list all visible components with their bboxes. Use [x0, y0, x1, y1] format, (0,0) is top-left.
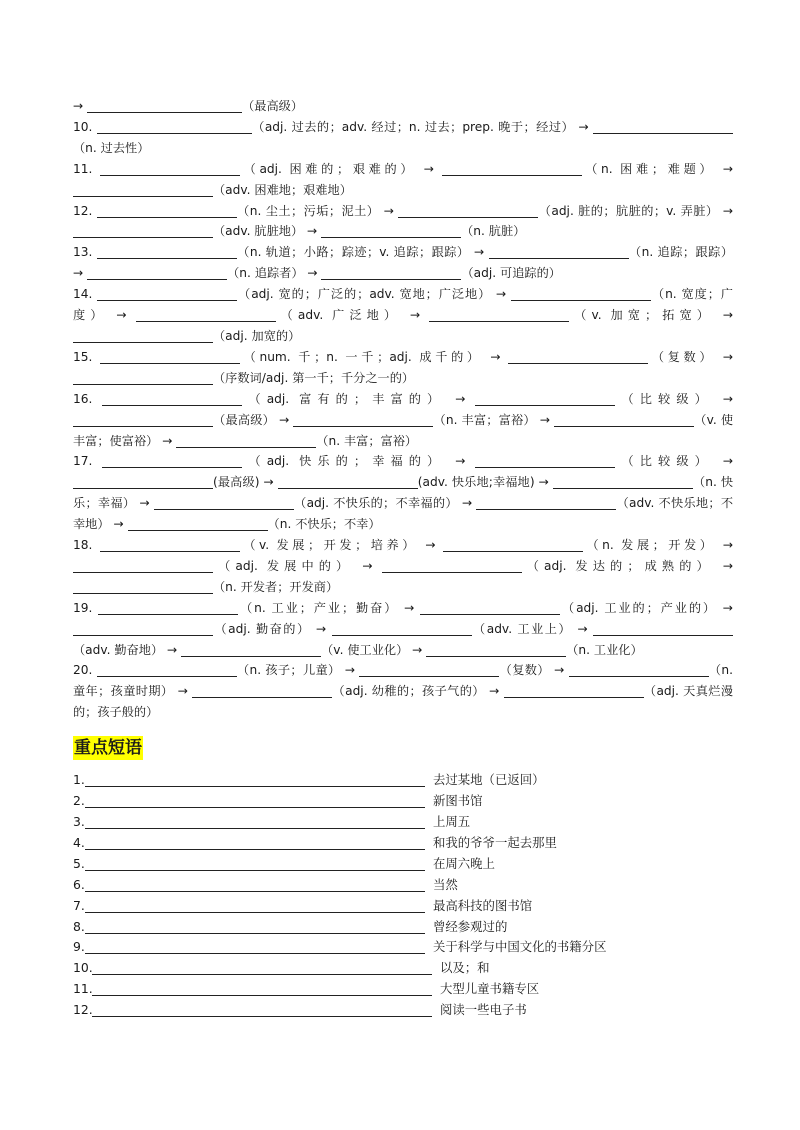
- word-forms-list: [73, 96, 733, 723]
- phrase-number: 5.: [73, 855, 85, 871]
- gloss: （n. 宽度；广度）: [73, 287, 733, 323]
- worksheet-page: [73, 96, 733, 1021]
- arrow: →: [722, 600, 734, 615]
- arrow: →: [722, 538, 734, 553]
- phrase-meaning: 上周五: [433, 814, 471, 829]
- gloss: （adj. 幼稚的；孩子气的）: [332, 684, 485, 699]
- phrase-number: 8.: [73, 918, 85, 934]
- arrow: →: [473, 245, 485, 260]
- arrow: →: [279, 412, 290, 427]
- answer-blank[interactable]: [426, 642, 566, 657]
- phrase-meaning: 和我的爷爷一起去那里: [433, 834, 557, 850]
- gloss: （n. 困难；难题）: [581, 161, 716, 176]
- answer-blank[interactable]: [398, 203, 538, 218]
- arrow: →: [177, 684, 188, 699]
- gloss: （v. 使丰富；使富裕）: [73, 412, 734, 448]
- phrase-item: [73, 875, 733, 896]
- answer-blank[interactable]: [442, 161, 582, 176]
- answer-blank[interactable]: [511, 286, 651, 301]
- phrase-answer-line[interactable]: [85, 898, 425, 913]
- answer-blank[interactable]: [359, 662, 499, 677]
- gloss: （adj. 困难的；艰难的）: [239, 161, 417, 176]
- gloss: （比较级）: [615, 454, 713, 469]
- phrase-number: 7.: [73, 897, 85, 913]
- entry-number: 11.: [73, 161, 93, 176]
- entry-number: 15.: [73, 349, 93, 364]
- gloss: （adj. 加宽的）: [213, 328, 301, 343]
- answer-blank[interactable]: [489, 244, 629, 259]
- arrow: →: [139, 496, 150, 511]
- gloss: （adj. 富有的；丰富的）: [242, 391, 446, 406]
- phrase-item: [73, 958, 733, 979]
- gloss: （n. 追踪；跟踪）: [628, 245, 734, 260]
- phrase-answer-line[interactable]: [92, 960, 432, 975]
- gloss: （n. 丰富；富裕）: [316, 433, 418, 448]
- phrase-answer-line[interactable]: [85, 835, 425, 850]
- phrase-number: 6.: [73, 876, 85, 892]
- entry-number: 14.: [73, 287, 93, 302]
- gloss: （n. 丰富；富裕）: [433, 412, 536, 427]
- word-entry-9-continued: [73, 96, 733, 117]
- phrase-meaning: 在周六晚上: [433, 855, 495, 871]
- phrase-number: 12.: [73, 1002, 93, 1018]
- arrow: →: [410, 308, 421, 323]
- answer-blank[interactable]: [97, 119, 252, 134]
- word-entry-14: [73, 284, 733, 347]
- gloss: （n. 肮脏）: [461, 224, 526, 239]
- phrase-answer-line[interactable]: [85, 877, 425, 892]
- arrow: →: [722, 558, 734, 573]
- arrow: →: [113, 517, 124, 532]
- entry-number: 12.: [73, 203, 93, 218]
- gloss: （最高级）: [242, 99, 304, 113]
- gloss: （n. 追踪者）: [227, 266, 304, 281]
- answer-blank[interactable]: [100, 537, 240, 552]
- gloss: （n. 发展；开发）: [582, 538, 716, 553]
- answer-blank[interactable]: [293, 412, 433, 427]
- arrow: →: [307, 224, 318, 239]
- arrow: →: [578, 119, 589, 134]
- answer-blank[interactable]: [420, 600, 560, 615]
- answer-blank[interactable]: [97, 286, 237, 301]
- phrase-meaning: 曾经参观过的: [433, 918, 508, 934]
- answer-blank[interactable]: [321, 223, 461, 238]
- answer-blank[interactable]: [73, 370, 213, 385]
- phrase-meaning: 以及；和: [440, 960, 490, 976]
- phrase-meaning: 大型儿童书籍专区: [440, 981, 540, 997]
- phrase-meaning: 新图书馆: [433, 793, 483, 809]
- answer-blank[interactable]: [504, 683, 644, 698]
- arrow: →: [539, 412, 551, 427]
- gloss: （adj. 可追踪的）: [461, 266, 561, 281]
- word-entry-11: [73, 159, 733, 201]
- gloss: （v. 发展；开发；培养）: [239, 538, 418, 553]
- answer-blank[interactable]: [128, 516, 268, 531]
- section-title: 重点短语: [74, 738, 142, 759]
- gloss: （v. 加宽；拓宽）: [569, 308, 714, 323]
- arrow: →: [344, 663, 356, 678]
- answer-blank[interactable]: [332, 621, 472, 636]
- phrase-number: 3.: [73, 814, 85, 829]
- phrase-item: [73, 937, 733, 958]
- gloss: （adv. 广泛地）: [275, 308, 402, 323]
- arrow: →: [404, 600, 415, 615]
- arrow: →: [461, 496, 473, 511]
- gloss: （最高级）: [213, 412, 276, 427]
- arrow: →: [383, 203, 394, 218]
- gloss: （n. 不快乐；不幸）: [267, 517, 381, 532]
- phrase-number: 11.: [73, 981, 93, 997]
- arrow: →: [423, 161, 434, 176]
- entry-number: 17.: [73, 454, 93, 469]
- phrase-number: 1.: [73, 772, 85, 788]
- gloss: （序数词/adj. 第一千；千分之一的）: [213, 370, 415, 385]
- word-entry-12: [73, 201, 733, 243]
- arrow: →: [496, 287, 507, 302]
- arrow: →: [412, 642, 423, 657]
- phrase-answer-line[interactable]: [85, 793, 425, 808]
- answer-blank[interactable]: [593, 119, 733, 134]
- phrase-meaning: 阅读一些电子书: [440, 1002, 527, 1018]
- arrow: →: [316, 621, 327, 636]
- arrow: →: [489, 684, 500, 699]
- gloss: （n. 过去性）: [73, 140, 150, 155]
- gloss: （n. 轨道；小路；踪迹；v. 追踪；跟踪）: [236, 245, 470, 260]
- gloss: （adj. 过去的；adv. 经过；n. 过去；prep. 晚于；经过）: [251, 119, 575, 134]
- arrow: →: [722, 391, 734, 406]
- arrow: →: [490, 349, 501, 364]
- answer-blank[interactable]: [73, 474, 213, 489]
- word-entry-16: [73, 389, 733, 452]
- entry-number: 20.: [73, 663, 93, 678]
- arrow: →: [455, 454, 466, 469]
- key-phrases-list: [73, 770, 733, 1021]
- answer-blank[interactable]: [443, 537, 583, 552]
- word-entry-19: [73, 598, 733, 661]
- arrow: →: [554, 663, 565, 678]
- answer-blank[interactable]: [102, 453, 242, 468]
- answer-blank[interactable]: [73, 558, 213, 573]
- gloss: （n. 工业；产业；勤奋）: [238, 600, 399, 615]
- gloss: (最高级): [213, 475, 260, 490]
- gloss: （adv. 工业上）: [471, 621, 573, 636]
- phrase-answer-line[interactable]: [85, 939, 425, 954]
- gloss: （adv. 勤奋地）: [73, 642, 164, 657]
- answer-blank[interactable]: [102, 391, 242, 406]
- answer-blank[interactable]: [475, 453, 615, 468]
- gloss: （v. 使工业化）: [321, 642, 409, 657]
- gloss: （adj. 天真烂漫的；孩子般的）: [73, 684, 734, 720]
- phrase-number: 2.: [73, 793, 85, 809]
- gloss: （adj. 宽的；广泛的；adv. 宽地；广泛地）: [237, 287, 492, 302]
- word-entry-17: [73, 451, 733, 535]
- word-entry-18: [73, 535, 733, 598]
- answer-blank[interactable]: [476, 495, 616, 510]
- entry-number: 10.: [73, 119, 93, 134]
- answer-blank[interactable]: [192, 683, 332, 698]
- phrase-item: [73, 917, 733, 938]
- answer-blank[interactable]: [508, 349, 648, 364]
- gloss: （adv. 肮脏地）: [213, 224, 304, 239]
- phrase-number: 9.: [73, 939, 85, 955]
- answer-blank[interactable]: [73, 579, 213, 594]
- answer-blank[interactable]: [73, 621, 213, 636]
- answer-blank[interactable]: [593, 621, 733, 636]
- phrase-answer-line[interactable]: [85, 814, 425, 829]
- gloss: （复数）: [499, 663, 550, 678]
- phrase-item: [73, 854, 733, 875]
- phrase-item: [73, 770, 733, 791]
- answer-blank[interactable]: [97, 244, 237, 259]
- phrase-item: [73, 979, 733, 1000]
- answer-blank[interactable]: [73, 328, 213, 343]
- answer-blank[interactable]: [321, 265, 461, 280]
- answer-blank[interactable]: [98, 600, 238, 615]
- entry-number: 19.: [73, 600, 93, 615]
- answer-blank[interactable]: [176, 433, 316, 448]
- entry-number: 18.: [73, 538, 93, 553]
- arrow: →: [722, 349, 734, 364]
- answer-blank[interactable]: [154, 495, 294, 510]
- phrase-answer-line[interactable]: [92, 1002, 432, 1017]
- answer-blank[interactable]: [475, 391, 615, 406]
- arrow: →: [538, 475, 549, 490]
- word-entry-13: [73, 242, 733, 284]
- gloss: （比较级）: [615, 391, 713, 406]
- gloss: （n. 快乐；幸福）: [73, 475, 734, 511]
- word-entry-10: [73, 117, 733, 159]
- phrase-item: [73, 833, 733, 854]
- phrase-meaning: 关于科学与中国文化的书籍分区: [433, 939, 607, 955]
- phrase-number: 10.: [73, 960, 93, 976]
- gloss: （adj. 工业的；产业的）: [560, 600, 718, 615]
- answer-blank[interactable]: [100, 161, 240, 176]
- phrase-meaning: 最高科技的图书馆: [433, 897, 533, 913]
- phrase-item: [73, 791, 733, 812]
- answer-blank[interactable]: [100, 349, 240, 364]
- arrow: →: [263, 475, 274, 490]
- answer-blank[interactable]: [97, 203, 237, 218]
- answer-blank[interactable]: [181, 642, 321, 657]
- answer-blank[interactable]: [136, 307, 276, 322]
- arrow: →: [722, 454, 734, 469]
- gloss: (adv. 快乐地;幸福地): [417, 475, 535, 490]
- arrow: →: [116, 308, 127, 323]
- answer-blank[interactable]: [97, 662, 237, 677]
- gloss: （n. 童年；孩童时期）: [73, 663, 734, 699]
- answer-blank[interactable]: [73, 412, 213, 427]
- gloss: （adj. 脏的；肮脏的；v. 弄脏）: [538, 203, 719, 218]
- arrow: →: [307, 266, 318, 281]
- arrow: →: [722, 203, 734, 218]
- arrow: →: [722, 161, 734, 176]
- entry-number: 16.: [73, 391, 93, 406]
- arrow: →: [162, 433, 173, 448]
- phrase-answer-line[interactable]: [85, 772, 425, 787]
- answer-blank[interactable]: [87, 265, 227, 280]
- word-entry-20: [73, 660, 733, 723]
- arrow: →: [73, 99, 84, 113]
- gloss: （adj. 不快乐的；不幸福的）: [293, 496, 458, 511]
- phrase-item: [73, 812, 733, 833]
- arrow: →: [73, 266, 84, 281]
- phrase-meaning: 去过某地（已返回）: [433, 772, 545, 788]
- arrow: →: [577, 621, 588, 636]
- answer-blank[interactable]: [554, 412, 694, 427]
- gloss: （复数）: [648, 349, 716, 364]
- arrow: →: [167, 642, 178, 657]
- gloss: （num. 千；n. 一千；adj. 成千的）: [239, 349, 483, 364]
- answer-blank[interactable]: [278, 474, 418, 489]
- answer-blank[interactable]: [429, 307, 569, 322]
- gloss: （n. 孩子；儿童）: [236, 663, 341, 678]
- gloss: （n. 工业化）: [566, 642, 643, 657]
- gloss: （n. 尘土；污垢；泥土）: [236, 203, 380, 218]
- gloss: （adj. 勤奋的）: [213, 621, 311, 636]
- phrase-item: [73, 896, 733, 917]
- gloss: （adj. 发达的；成熟的）: [521, 558, 714, 573]
- word-entry-15: [73, 347, 733, 389]
- answer-blank[interactable]: [569, 662, 709, 677]
- arrow: →: [425, 538, 436, 553]
- entry-number: 13.: [73, 245, 93, 260]
- gloss: （adv. 不快乐地；不幸地）: [73, 496, 734, 532]
- phrase-meaning: 当然: [433, 876, 458, 892]
- answer-blank[interactable]: [87, 98, 242, 113]
- gloss: （n. 开发者；开发商）: [213, 579, 339, 594]
- gloss: （adj. 发展中的）: [213, 558, 354, 573]
- arrow: →: [722, 308, 734, 323]
- arrow: →: [362, 558, 373, 573]
- phrase-answer-line[interactable]: [85, 856, 425, 871]
- answer-blank[interactable]: [382, 558, 522, 573]
- answer-blank[interactable]: [553, 474, 693, 489]
- phrase-item: [73, 1000, 733, 1021]
- arrow: →: [455, 391, 466, 406]
- phrase-answer-line[interactable]: [85, 919, 425, 934]
- phrase-number: 4.: [73, 834, 85, 850]
- answer-blank[interactable]: [73, 223, 213, 238]
- answer-blank[interactable]: [73, 182, 213, 197]
- gloss: （adj. 快乐的；幸福的）: [242, 454, 446, 469]
- gloss: （adv. 困难地；艰难地）: [213, 182, 352, 197]
- phrase-answer-line[interactable]: [92, 981, 432, 996]
